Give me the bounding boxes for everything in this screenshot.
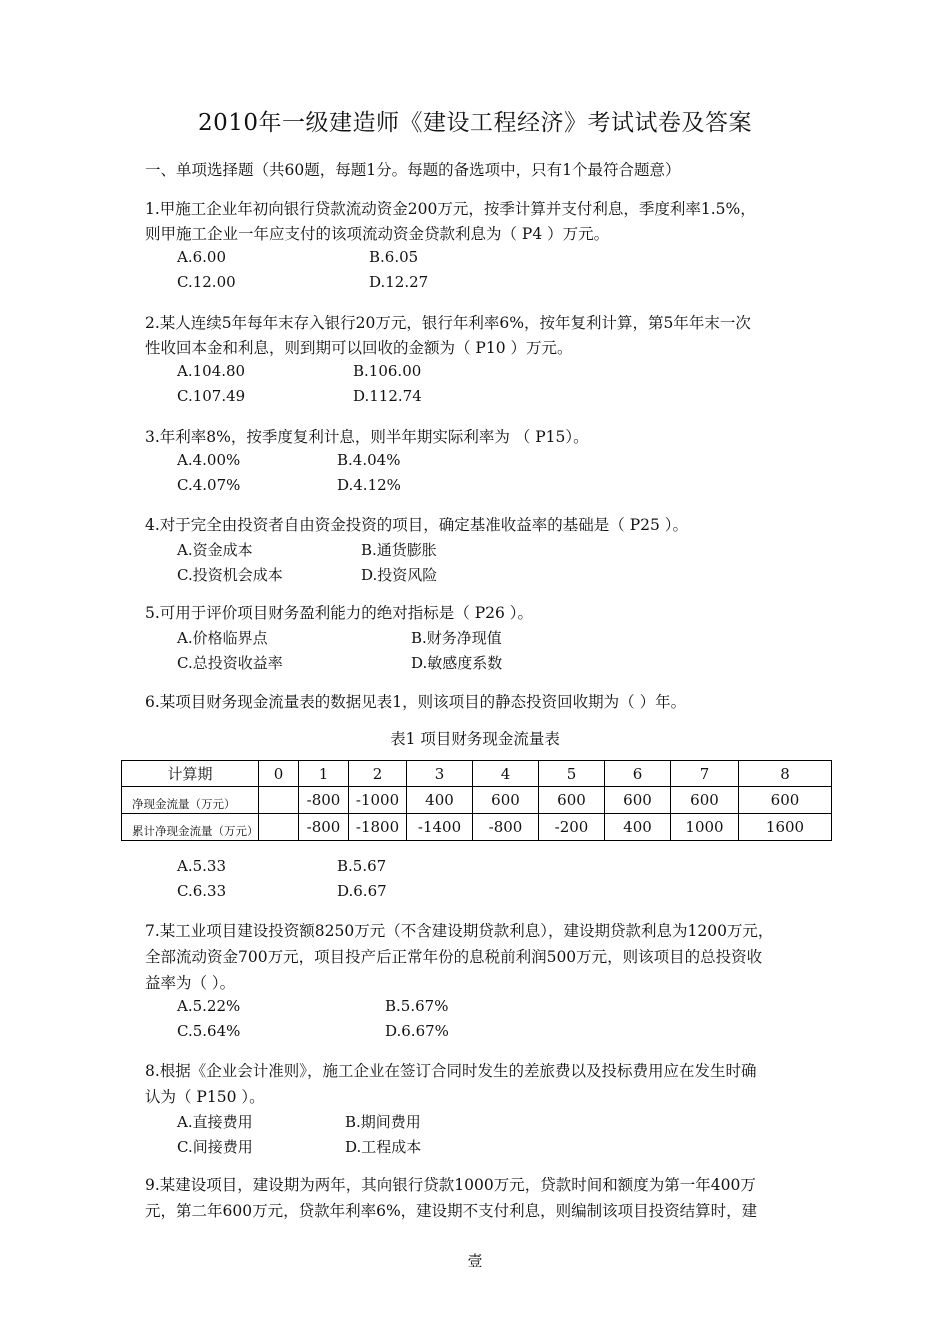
table-cell: -1400	[407, 814, 473, 841]
table-header-cell: 7	[671, 761, 739, 787]
question-7-line-3: 益率为（ ）。	[145, 974, 236, 992]
question-2-option-d: D.112.74	[353, 387, 422, 405]
question-4-option-a: A.资金成本	[177, 541, 253, 559]
question-3-option-d: D.4.12%	[337, 476, 401, 494]
question-4-option-b: B.通货膨胀	[361, 541, 437, 559]
table-header-cell: 3	[407, 761, 473, 787]
table-cell: 600	[605, 787, 671, 814]
table-cell: -800	[299, 787, 349, 814]
question-1-line-1: 1.甲施工企业年初向银行贷款流动资金200万元，按季计算并支付利息，季度利率1.5%，	[145, 200, 756, 218]
table-header-cell: 8	[739, 761, 832, 787]
table-cell	[259, 787, 299, 814]
cash-flow-table	[121, 760, 832, 841]
question-3-option-b: B.4.04%	[337, 451, 401, 469]
table-header-cell: 4	[473, 761, 539, 787]
table-cell	[259, 814, 299, 841]
question-1-option-a: A.6.00	[177, 248, 226, 266]
table-cell: -800	[299, 814, 349, 841]
table-row	[122, 787, 832, 814]
question-4-option-d: D.投资风险	[361, 566, 438, 584]
table-header-cell: 5	[539, 761, 605, 787]
table-header-cell: 2	[349, 761, 407, 787]
table-cell: -200	[539, 814, 605, 841]
table-header-cell: 0	[259, 761, 299, 787]
question-7-option-c: C.5.64%	[177, 1022, 241, 1040]
question-1-option-b: B.6.05	[369, 248, 419, 266]
question-8-option-a: A.直接费用	[177, 1113, 253, 1131]
question-2-option-c: C.107.49	[177, 387, 246, 405]
question-2-line-1: 2.某人连续5年每年末存入银行20万元，银行年利率6%，按年复利计算，第5年年末一次	[145, 314, 751, 332]
table-header-cell: 1	[299, 761, 349, 787]
question-8-option-c: C.间接费用	[177, 1138, 253, 1156]
question-7-option-d: D.6.67%	[385, 1022, 449, 1040]
question-2-option-b: B.106.00	[353, 362, 422, 380]
question-7-line-1: 7.某工业项目建设投资额8250万元（不含建设期贷款利息），建设期贷款利息为1200万元，	[145, 922, 774, 940]
question-2-line-2: 性收回本金和利息，则到期可以回收的金额为（ P10 ）万元。	[145, 339, 573, 357]
table-cell: 1600	[739, 814, 832, 841]
question-3-option-a: A.4.00%	[177, 451, 241, 469]
question-8-line-2: 认为（ P150 ）。	[145, 1088, 265, 1106]
question-9-line-1: 9.某建设项目，建设期为两年，其向银行贷款1000万元，贷款时间和额度为第一年400万	[145, 1176, 756, 1194]
question-1-option-c: C.12.00	[177, 273, 236, 291]
question-7-option-b: B.5.67%	[385, 997, 449, 1015]
table-cell: 1000	[671, 814, 739, 841]
question-9-line-2: 元，第二年600万元，贷款年利率6%，建设期不支付利息，则编制该项目投资结算时，建	[145, 1202, 758, 1220]
table-cell: -1800	[349, 814, 407, 841]
question-8-option-b: B.期间费用	[345, 1113, 421, 1131]
question-6-line-1: 6.某项目财务现金流量表的数据见表1，则该项目的静态投资回收期为（ ）年。	[145, 693, 687, 711]
question-4-line-1: 4.对于完全由投资者自由资金投资的项目，确定基准收益率的基础是（ P25 ）。	[145, 516, 689, 534]
question-1-line-2: 则甲施工企业一年应支付的该项流动资金贷款利息为（ P4 ）万元。	[145, 225, 610, 243]
question-3-line-1: 3.年利率8%，按季度复利计息，则半年期实际利率为 （ P15）。	[145, 428, 589, 446]
table-caption: 表1 项目财务现金流量表	[390, 730, 560, 748]
table-row	[122, 814, 832, 841]
table-cell: 600	[539, 787, 605, 814]
question-5-option-c: C.总投资收益率	[177, 654, 283, 672]
question-5-option-a: A.价格临界点	[177, 629, 268, 647]
question-3-option-c: C.4.07%	[177, 476, 241, 494]
table-header-cell: 6	[605, 761, 671, 787]
question-6-option-b: B.5.67	[337, 857, 387, 875]
table-cell: -1000	[349, 787, 407, 814]
table-header-cell: 计算期	[122, 761, 259, 787]
question-6-option-a: A.5.33	[177, 857, 226, 875]
table-row-label: 累计净现金流量（万元）	[122, 814, 259, 841]
section-heading: 一、单项选择题（共60题，每题1分。每题的备选项中，只有1个最符合题意）	[145, 161, 681, 179]
table-cell: 600	[671, 787, 739, 814]
question-2-option-a: A.104.80	[177, 362, 246, 380]
question-1-option-d: D.12.27	[369, 273, 429, 291]
question-8-line-1: 8.根据《企业会计准则》，施工企业在签订合同时发生的差旅费以及投标费用应在发生时确	[145, 1062, 757, 1080]
question-7-option-a: A.5.22%	[177, 997, 241, 1015]
page-number: 壹	[467, 1252, 483, 1270]
question-4-option-c: C.投资机会成本	[177, 566, 283, 584]
table-row-label: 净现金流量（万元）	[122, 787, 259, 814]
document-title: 2010年一级建造师《建设工程经济》考试试卷及答案	[197, 110, 753, 136]
question-5-option-b: B.财务净现值	[411, 629, 502, 647]
question-5-option-d: D.敏感度系数	[411, 654, 503, 672]
question-6-option-c: C.6.33	[177, 882, 227, 900]
question-5-line-1: 5.可用于评价项目财务盈利能力的绝对指标是（ P26 ）。	[145, 604, 534, 622]
table-cell: -800	[473, 814, 539, 841]
table-header-row	[122, 761, 832, 787]
question-7-line-2: 全部流动资金700万元，项目投产后正常年份的息税前利润500万元，则该项目的总投资收	[145, 948, 763, 966]
table-cell: 600	[739, 787, 832, 814]
table-cell: 600	[473, 787, 539, 814]
question-8-option-d: D.工程成本	[345, 1138, 422, 1156]
table-cell: 400	[407, 787, 473, 814]
question-6-option-d: D.6.67	[337, 882, 387, 900]
table-cell: 400	[605, 814, 671, 841]
